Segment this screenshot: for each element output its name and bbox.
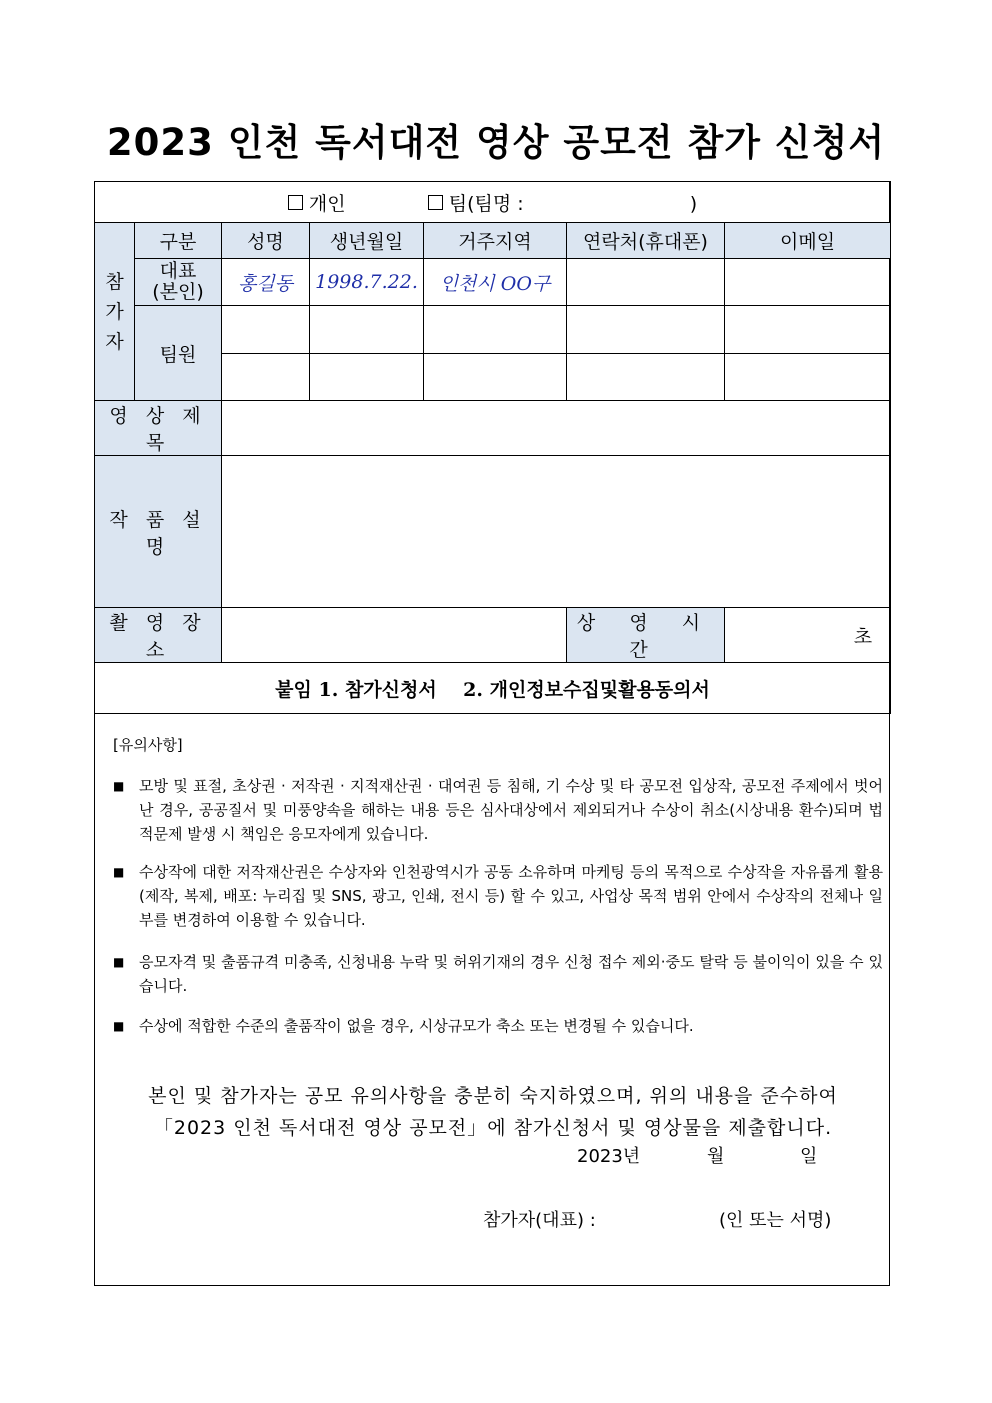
team-close-paren: ) [689, 192, 698, 215]
note-item [113, 860, 883, 932]
col-email: 이메일 [725, 223, 891, 259]
runtime-unit: 초 [853, 625, 873, 648]
square-bullet-icon: ■ [113, 779, 125, 793]
side-char-2: 가 [105, 300, 124, 323]
member2-name-field[interactable] [222, 354, 310, 401]
individual-checkbox[interactable] [288, 195, 303, 210]
video-title-label: 영 상 제 목 [95, 401, 222, 456]
note-item [113, 950, 883, 998]
note-text: 모방 및 표절, 초상권 · 저작권 · 지적재산권 · 대여권 등 침해, 기 수상 및 타 공모전 입상작, 공모전 주제에서 벗어난 경우, 공공질서 및 미풍양속을 해하는 내용 등은 심사대상에서 제외되거나 수상이 취소(시상내용 환수)되며 법적문제 발생 시 책임은 응모자에게 있습니다. [139, 777, 883, 843]
location-label: 촬 영 장 소 [95, 608, 222, 663]
team-checkbox[interactable] [428, 195, 443, 210]
note-text: 수상작에 대한 저작재산권은 수상자와 인천광역시가 공동 소유하며 마케팅 등의 목적으로 수상작을 자유롭게 활용(제작, 복제, 배포: 누리집 및 SNS, 광고, 인쇄, 전시 등) 할 수 있고, 사업상 목적 범위 안에서 수상작의 전체나 일부를 변경하여 이용할 수 있습니다. [139, 863, 883, 929]
participant-side-label [95, 223, 135, 401]
note-text: 응모자격 및 출품규격 미충족, 신청내용 누락 및 허위기재의 경우 신청 접수 제외·중도 탈락 등 불이익이 있을 수 있습니다. [139, 953, 883, 995]
runtime-field[interactable] [725, 608, 891, 663]
pledge-line-2: 「2023 인천 독서대전 영상 공모전」에 참가신청서 및 영상물을 제출합니다. [153, 1117, 833, 1139]
member2-region-field[interactable] [424, 354, 567, 401]
rep-phone-field[interactable] [567, 259, 725, 306]
rep-birth-field[interactable]: 1998.7.22. [310, 259, 424, 306]
rep-email-field[interactable] [725, 259, 891, 306]
rep-name-field[interactable]: 홍길동 [222, 259, 310, 306]
rep-region-field[interactable]: 인천시 OO구 [424, 259, 567, 306]
square-bullet-icon: ■ [113, 955, 125, 969]
member2-phone-field[interactable] [567, 354, 725, 401]
signature-label: 참가자(대표) : [483, 1210, 596, 1231]
team-label: 팀(팀명 : [448, 192, 524, 215]
square-bullet-icon: ■ [113, 865, 125, 879]
description-label: 작 품 설 명 [95, 456, 222, 608]
application-form [94, 181, 890, 1286]
page-title: 2023 인천 독서대전 영상 공모전 참가 신청서 [106, 121, 886, 164]
col-birthdate: 생년월일 [310, 223, 424, 259]
member2-birth-field[interactable] [310, 354, 424, 401]
side-char-3: 자 [105, 330, 124, 353]
description-field[interactable] [222, 456, 891, 608]
member1-birth-field[interactable] [310, 306, 424, 354]
note-text: 수상에 적합한 수준의 출품작이 없을 경우, 시상규모가 축소 또는 변경될 수 있습니다. [139, 1017, 694, 1035]
note-item [113, 774, 883, 846]
entry-type-row [95, 182, 891, 223]
member-label: 팀원 [135, 306, 222, 401]
video-title-field[interactable] [222, 401, 891, 456]
location-field[interactable] [222, 608, 567, 663]
col-region: 거주지역 [424, 223, 567, 259]
member1-phone-field[interactable] [567, 306, 725, 354]
application-table [94, 181, 891, 714]
side-char-1: 참 [105, 270, 124, 293]
note-item [113, 1014, 883, 1038]
rep-label-line2: (본인) [152, 281, 204, 303]
date-day[interactable]: 일 [800, 1146, 818, 1167]
rep-label [135, 259, 222, 306]
pledge-line-1: 본인 및 참가자는 공모 유의사항을 충분히 숙지하였으며, 위의 내용을 준수하여 [148, 1085, 838, 1107]
runtime-label: 상 영 시 간 [567, 608, 725, 663]
attachments-line: 붙임 1. 참가신청서 2. 개인정보수집및활용동의서 [95, 663, 891, 714]
col-phone: 연락처(휴대폰) [567, 223, 725, 259]
square-bullet-icon: ■ [113, 1019, 125, 1033]
date-year: 2023년 [577, 1146, 641, 1167]
col-name: 성명 [222, 223, 310, 259]
member1-email-field[interactable] [725, 306, 891, 354]
individual-label: 개인 [308, 192, 346, 215]
signature-seal[interactable]: (인 또는 서명) [719, 1210, 832, 1231]
col-category: 구분 [135, 223, 222, 259]
member1-name-field[interactable] [222, 306, 310, 354]
member2-email-field[interactable] [725, 354, 891, 401]
date-month[interactable]: 월 [707, 1146, 725, 1167]
rep-label-line1: 대표 [159, 260, 197, 282]
notes-heading: [유의사항] [113, 736, 183, 754]
member1-region-field[interactable] [424, 306, 567, 354]
